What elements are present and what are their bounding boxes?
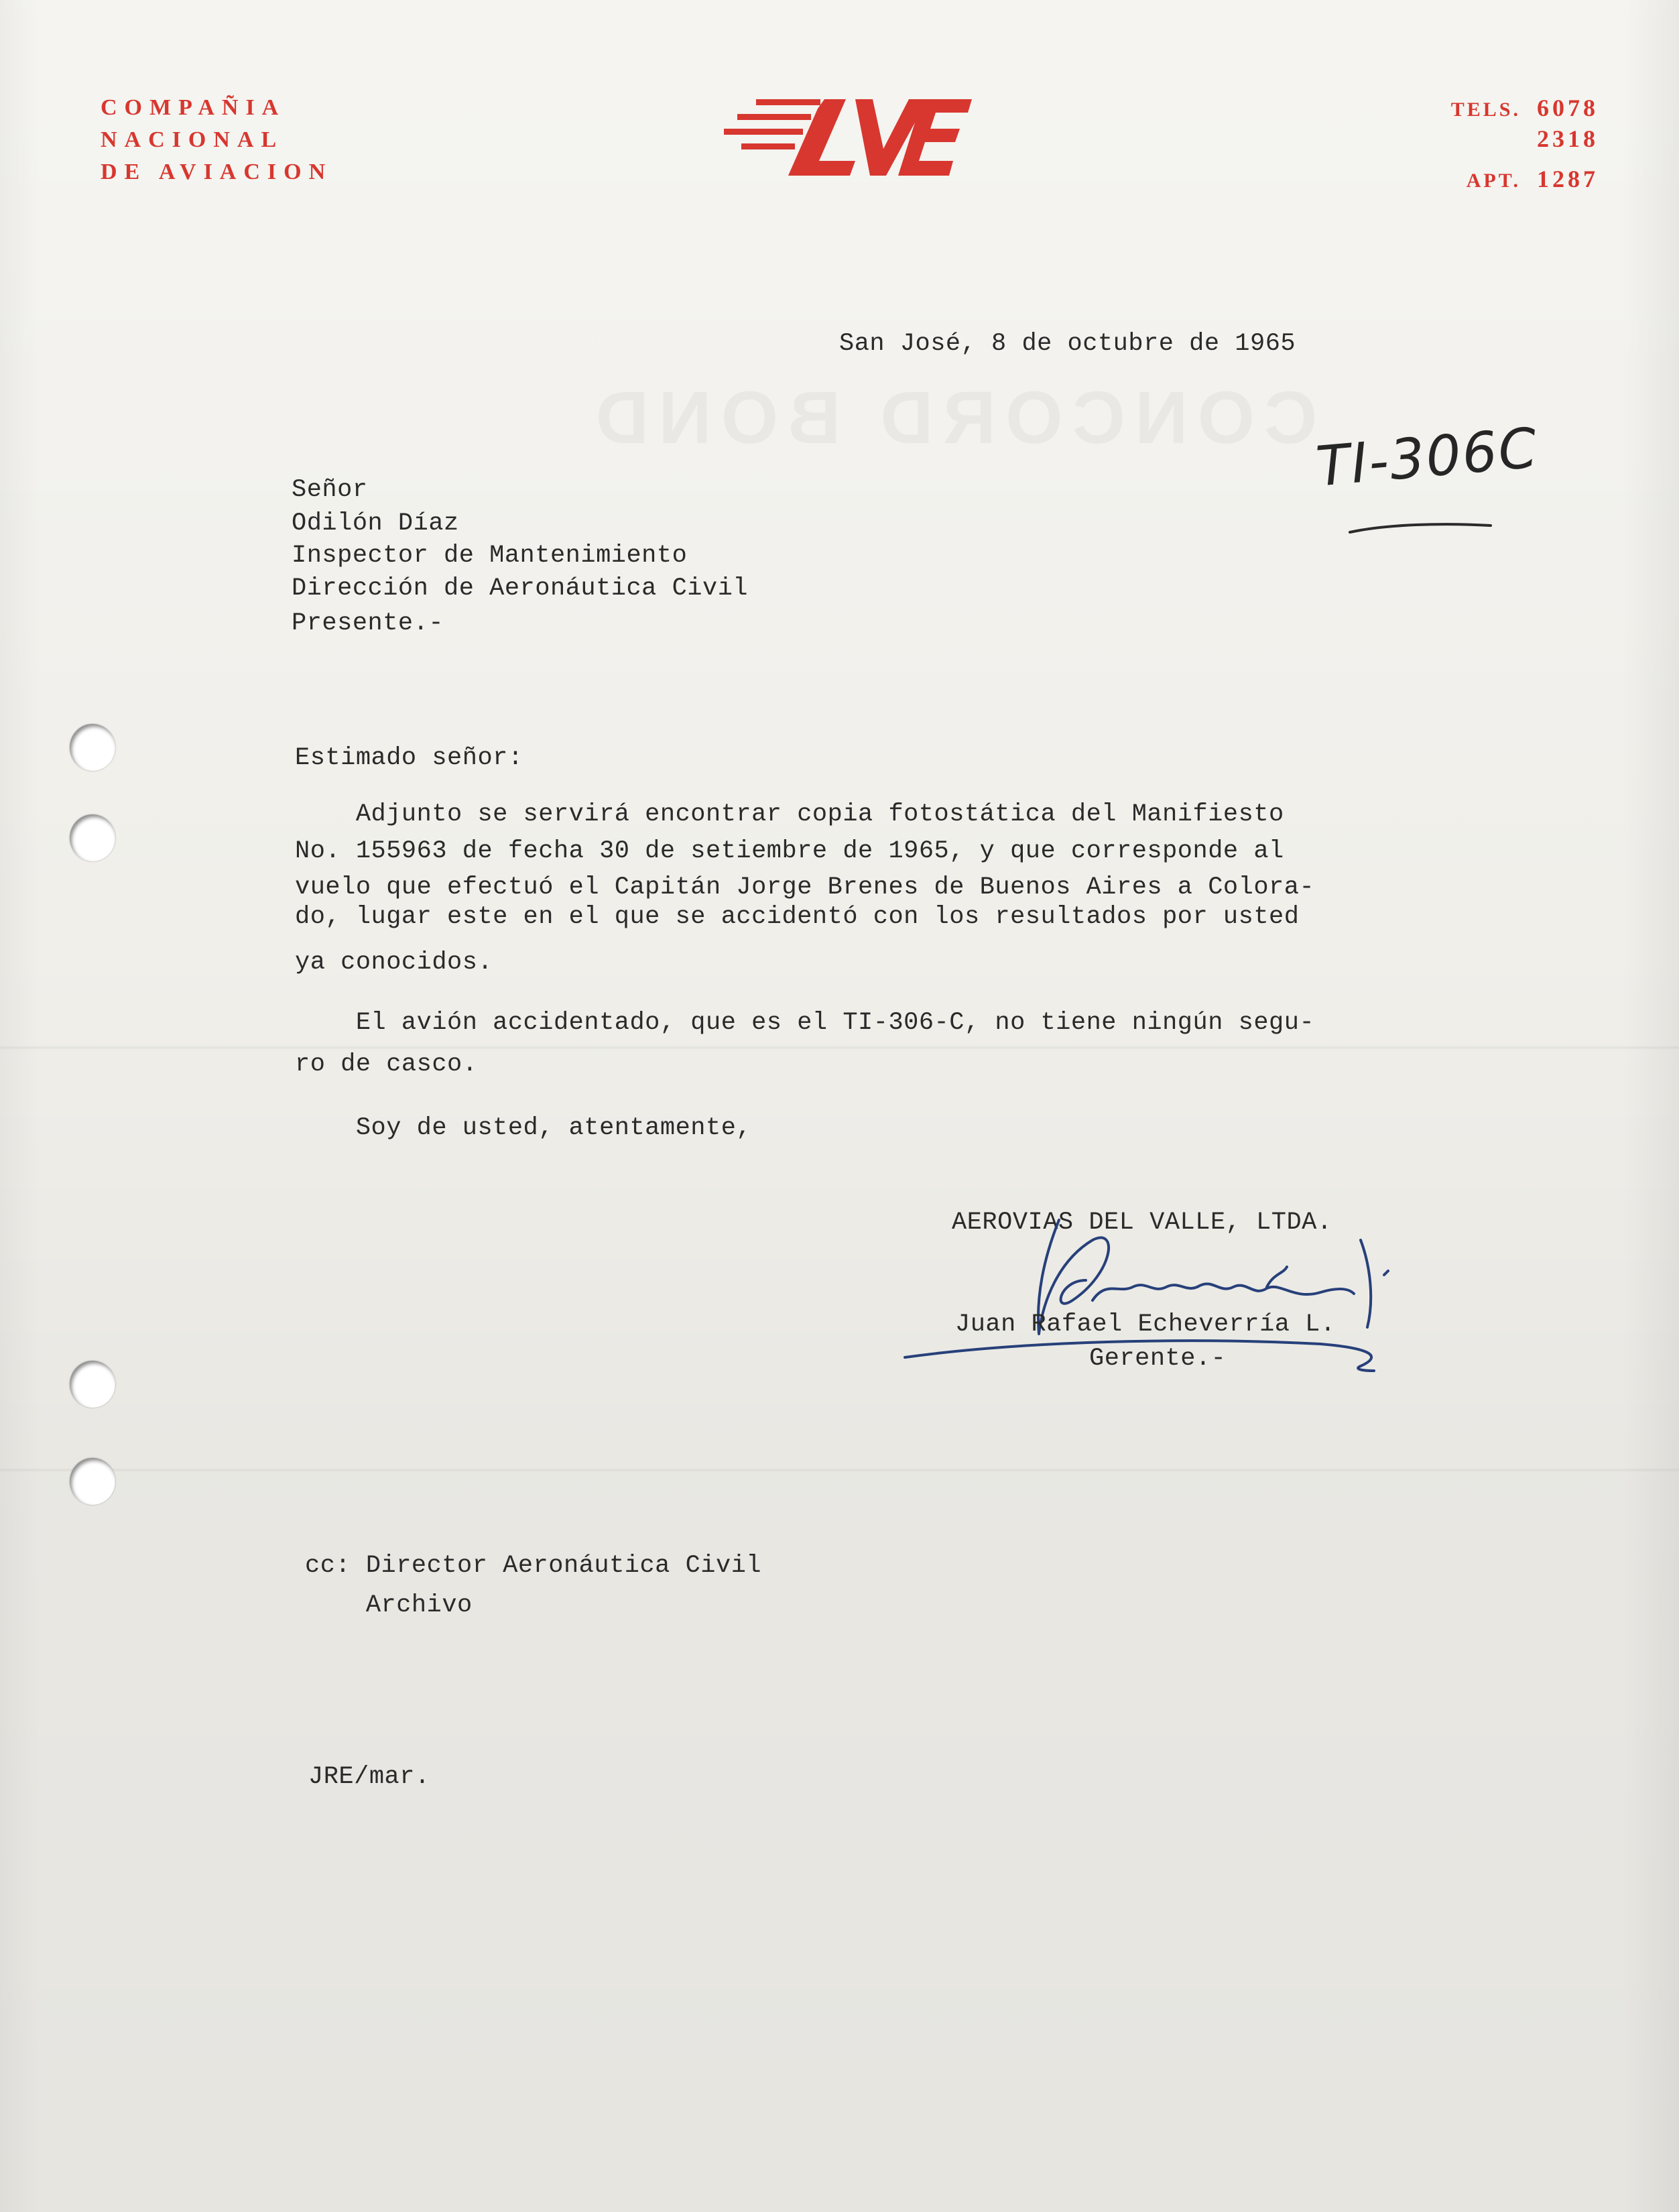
phone-line-1 xyxy=(1451,94,1599,122)
handwritten-note: TI-306C xyxy=(1314,416,1541,499)
phone-number: 2318 xyxy=(1537,125,1599,152)
handwritten-underline xyxy=(1347,516,1495,543)
box-label: APT. xyxy=(1466,170,1521,192)
signer-name: Juan Rafael Echeverría L. xyxy=(955,1310,1336,1339)
phone-number: 6078 xyxy=(1537,95,1599,121)
body-line: vuelo que efectuó el Capitán Jorge Brenes de Buenos Aires a Colora- xyxy=(295,873,1315,902)
punch-hole xyxy=(70,724,115,771)
paper-watermark xyxy=(530,375,1374,460)
ave-logo xyxy=(724,94,972,188)
cc-line: cc: Director Aeronáutica Civil xyxy=(305,1552,762,1580)
company-name-line-1: COMPAÑIA xyxy=(101,95,286,120)
body-line: No. 155963 de fecha 30 de setiembre de 1965, y que corresponde al xyxy=(295,837,1284,865)
body-line: Adjunto se servirá encontrar copia fotostática del Manifiesto xyxy=(295,800,1284,828)
box-line xyxy=(1467,165,1599,193)
recipient-line: Odilón Díaz xyxy=(292,509,459,538)
recipient-line: Dirección de Aeronáutica Civil xyxy=(292,574,749,603)
paper-fold xyxy=(0,1468,1679,1472)
punch-hole xyxy=(70,814,115,861)
letter-date: San José, 8 de octubre de 1965 xyxy=(839,330,1296,358)
company-signoff: AEROVIAS DEL VALLE, LTDA. xyxy=(952,1209,1332,1237)
company-name-line-2: NACIONAL xyxy=(101,127,284,152)
punch-hole xyxy=(70,1361,115,1408)
body-line: ya conocidos. xyxy=(295,948,493,977)
punch-hole xyxy=(70,1458,115,1505)
body-line: El avión accidentado, que es el TI-306-C, no tiene ningún segu- xyxy=(295,1009,1315,1037)
salutation: Estimado señor: xyxy=(295,744,523,772)
recipient-line: Inspector de Mantenimiento xyxy=(292,542,688,570)
recipient-line: Señor xyxy=(292,476,368,504)
phone-label: TELS. xyxy=(1450,99,1521,121)
reference-initials: JRE/mar. xyxy=(308,1763,430,1791)
phone-line-2 xyxy=(1537,125,1599,153)
cc-line: Archivo xyxy=(305,1591,473,1619)
closing-line: Soy de usted, atentamente, xyxy=(295,1114,752,1142)
paper-fold xyxy=(0,1046,1679,1050)
signer-title: Gerente.- xyxy=(1089,1345,1227,1373)
body-line: ro de casco. xyxy=(295,1050,478,1079)
recipient-line: Presente.- xyxy=(292,609,444,637)
company-name-line-3: DE AVIACION xyxy=(101,160,333,184)
box-number: 1287 xyxy=(1537,166,1599,192)
body-line: do, lugar este en el que se accidentó con los resultados por usted xyxy=(295,903,1300,931)
